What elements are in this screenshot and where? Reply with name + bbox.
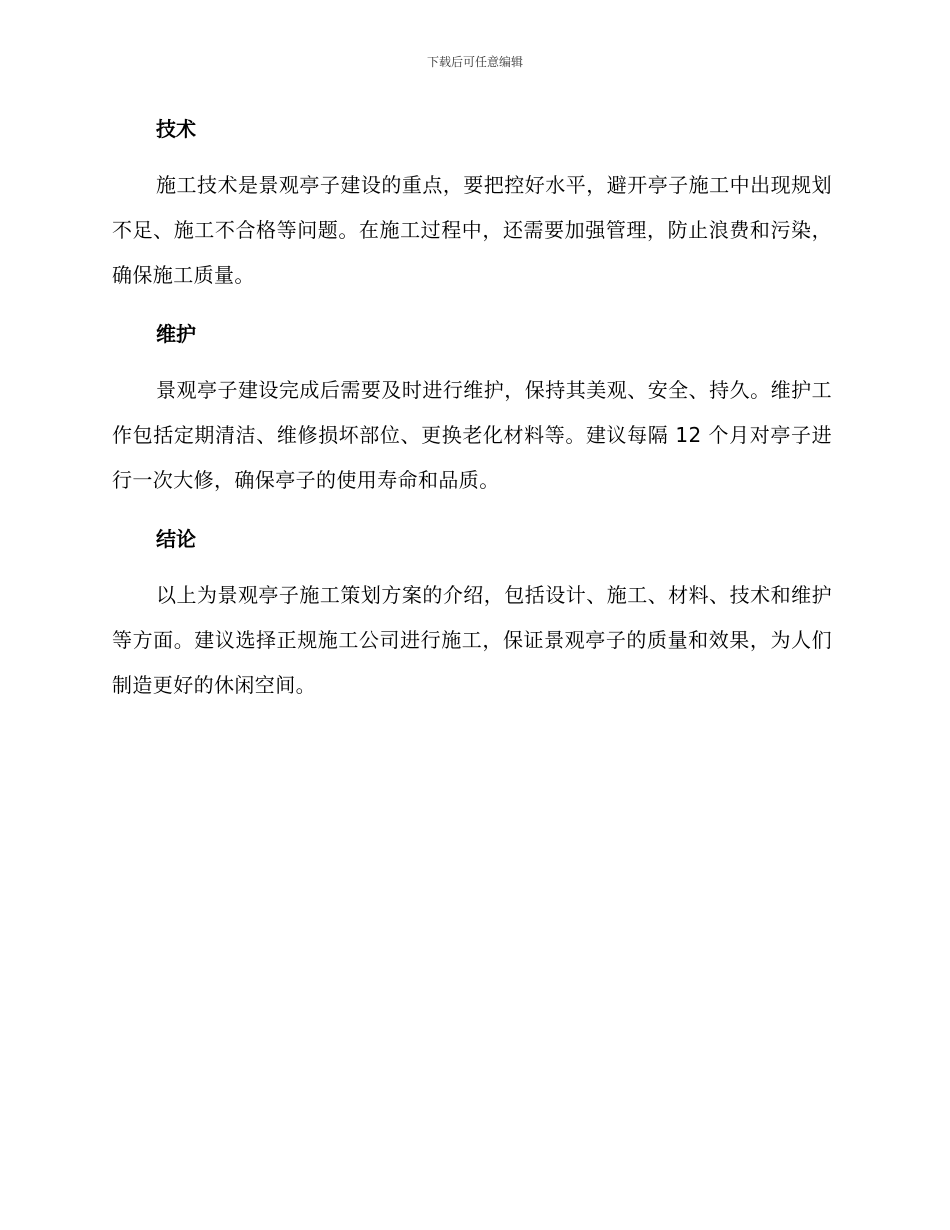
section-heading-technology: 技术 — [156, 117, 196, 141]
section-paragraph-conclusion: 以上为景观亭子施工策划方案的介绍，包括设计、施工、材料、技术和维护等方面。建议选择正规施工公司进行施工，保证景观亭子的质量和效果，为人们制造更好的休闲空间。 — [112, 583, 832, 697]
section-paragraph-maintenance: 景观亭子建设完成后需要及时进行维护，保持其美观、安全、持久。维护工作包括定期清洁、维修损坏部位、更换老化材料等。建议每隔 12 个月对亭子进行一次大修，确保亭子的使用寿命和品质。 — [112, 378, 832, 492]
section-heading-conclusion: 结论 — [156, 527, 196, 551]
page-header: 下载后可任意编辑 — [426, 55, 523, 69]
section-paragraph-technology: 施工技术是景观亭子建设的重点，要把控好水平，避开亭子施工中出现规划不足、施工不合格等问题。在施工过程中，还需要加强管理，防止浪费和污染，确保施工质量。 — [112, 173, 832, 287]
document-body — [112, 107, 832, 722]
section-heading-maintenance: 维护 — [156, 322, 196, 346]
